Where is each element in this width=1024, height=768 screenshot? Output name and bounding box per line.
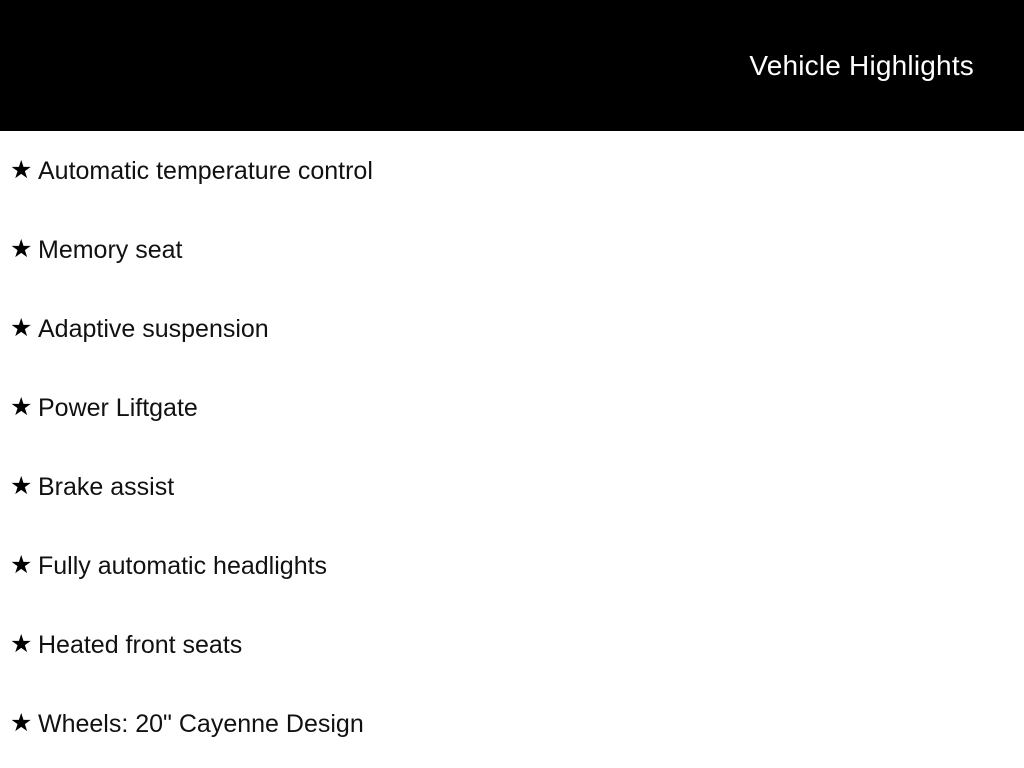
highlight-label: Heated front seats — [38, 630, 243, 659]
highlight-label: Fully automatic headlights — [38, 551, 328, 580]
highlight-label: Automatic temperature control — [38, 156, 373, 185]
highlights-list — [0, 131, 1024, 763]
star-icon: ★ — [10, 551, 33, 579]
star-icon: ★ — [10, 156, 33, 184]
list-item — [0, 210, 1024, 289]
header-bar — [0, 0, 1024, 131]
page-title: Vehicle Highlights — [749, 50, 974, 81]
list-item — [0, 368, 1024, 447]
highlight-label: Wheels: 20" Cayenne Design — [38, 709, 364, 738]
star-icon: ★ — [10, 235, 33, 263]
star-icon: ★ — [10, 630, 33, 658]
list-item — [0, 684, 1024, 763]
list-item — [0, 605, 1024, 684]
highlight-label: Brake assist — [38, 472, 175, 501]
star-icon: ★ — [10, 314, 33, 342]
star-icon: ★ — [10, 393, 33, 421]
list-item — [0, 447, 1024, 526]
star-icon: ★ — [10, 709, 33, 737]
highlight-label: Power Liftgate — [38, 393, 198, 422]
list-item — [0, 131, 1024, 210]
highlight-label: Memory seat — [38, 235, 183, 264]
highlight-label: Adaptive suspension — [38, 314, 269, 343]
list-item — [0, 289, 1024, 368]
star-icon: ★ — [10, 472, 33, 500]
list-item — [0, 526, 1024, 605]
